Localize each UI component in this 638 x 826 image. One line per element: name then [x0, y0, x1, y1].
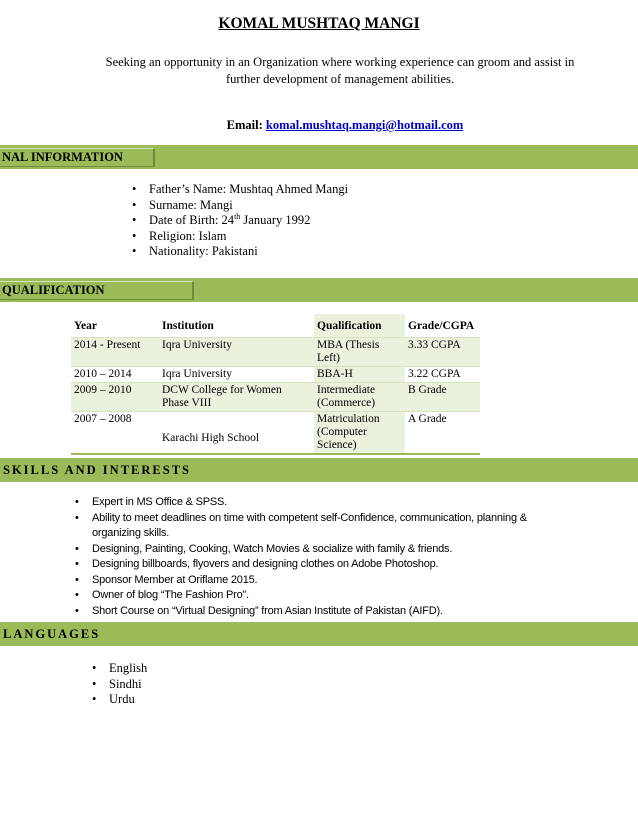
- email-line: [0, 118, 638, 133]
- section-title-personal: NAL INFORMATION: [2, 150, 123, 164]
- list-item: • Sponsor Member at Oriflame 2015.: [75, 573, 555, 589]
- table-cell: Matriculation (Computer Science): [314, 412, 405, 455]
- table-cell: MBA (Thesis Left): [314, 338, 405, 367]
- list-item: • Religion: Islam: [132, 229, 348, 245]
- table-row: [71, 338, 480, 367]
- table-cell: Karachi High School: [162, 431, 260, 444]
- table-header-row: [71, 314, 480, 338]
- table-cell: BBA-H: [314, 367, 405, 383]
- table-cell: 2014 - Present: [71, 338, 159, 367]
- list-item: • Short Course on “Virtual Designing” from Asian Institute of Pakistan (AIFD).: [75, 604, 555, 620]
- list-item: • Date of Birth: 24th January 1992: [132, 213, 348, 229]
- personal-info-list: [132, 182, 348, 260]
- section-bar-qualification: [0, 278, 638, 302]
- table-cell: Iqra University: [159, 338, 314, 367]
- table-cell: Iqra University: [162, 368, 232, 380]
- email-label: Email:: [226, 118, 263, 132]
- email-link[interactable]: komal.mushtaq.mangi@hotmail.com: [265, 118, 464, 132]
- list-item: • Designing billboards, flyovers and designing clothes on Adobe Photoshop.: [75, 557, 555, 573]
- table-cell: A Grade: [408, 413, 447, 425]
- list-item: • Ability to meet deadlines on time with competent self-Confidence, communication, planning & organizing skills.: [75, 511, 555, 542]
- table-cell: 3.33 CGPA: [405, 338, 480, 367]
- table-cell: B Grade: [405, 383, 480, 412]
- table-cell: 3.22 CGPA: [408, 368, 461, 380]
- column-header: Year: [74, 320, 97, 332]
- skills-list: [75, 495, 555, 619]
- list-item: • Expert in MS Office & SPSS.: [75, 495, 555, 511]
- list-item: • Surname: Mangi: [132, 198, 348, 214]
- list-item: • English: [92, 661, 147, 677]
- list-item: • Urdu: [92, 692, 147, 708]
- candidate-name: KOMAL MUSHTAQ MANGI: [218, 15, 420, 32]
- objective-statement: Seeking an opportunity in an Organization where working experience can groom and assist in further development of management abilities.: [105, 55, 575, 86]
- section-bar-skills: [0, 458, 638, 482]
- table-cell: 2009 – 2010: [71, 383, 159, 412]
- list-item: • Sindhi: [92, 677, 147, 693]
- list-item: • Nationality: Pakistani: [132, 244, 348, 260]
- section-bar-languages: [0, 622, 638, 646]
- table-cell: DCW College for Women Phase VIII: [159, 383, 314, 412]
- table-cell: Intermediate (Commerce): [314, 383, 405, 412]
- list-item: • Owner of blog “The Fashion Pro”.: [75, 588, 555, 604]
- column-header: Qualification: [314, 314, 405, 338]
- table-row: [71, 412, 480, 455]
- column-header: Grade/CGPA: [408, 320, 475, 332]
- table-row: [71, 383, 480, 412]
- table-cell: 2010 – 2014: [74, 368, 132, 380]
- table-row: [71, 367, 480, 383]
- section-title-qualification: QUALIFICATION: [2, 283, 105, 297]
- languages-list: [92, 661, 147, 708]
- list-item: • Father’s Name: Mushtaq Ahmed Mangi: [132, 182, 348, 198]
- table-cell: 2007 – 2008: [74, 413, 132, 425]
- section-bar-personal: [0, 145, 638, 169]
- section-title-languages: LANGUAGES: [3, 627, 101, 641]
- list-item: • Designing, Painting, Cooking, Watch Movies & socialize with family & friends.: [75, 542, 555, 558]
- column-header: Institution: [162, 320, 214, 332]
- qualification-table: [71, 314, 480, 455]
- section-title-skills: SKILLS AND INTERESTS: [3, 463, 191, 477]
